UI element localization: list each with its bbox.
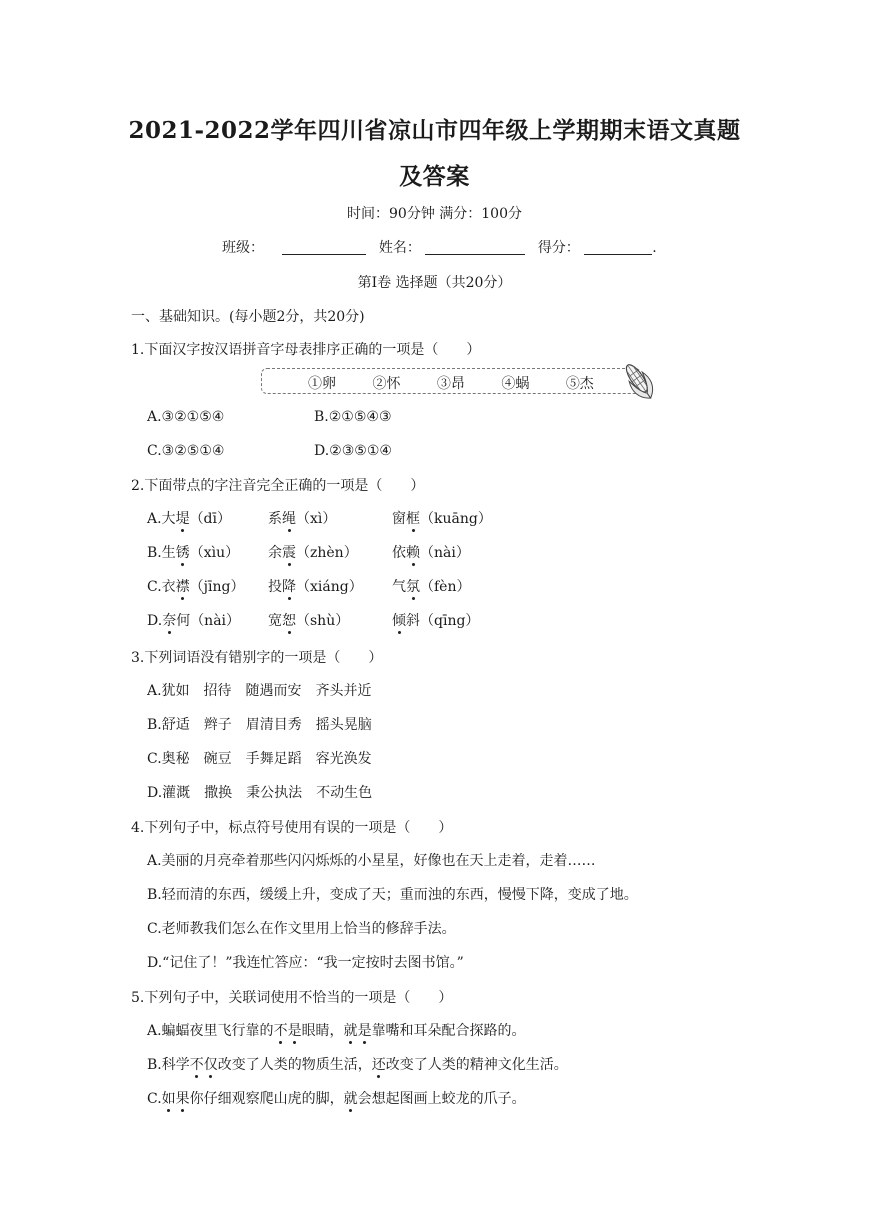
- section-heading: 第Ⅰ卷 选择题（共20分）: [357, 275, 512, 291]
- text: 依: [392, 545, 406, 561]
- text: 靠嘴和耳朵配合探路的。: [371, 1023, 526, 1039]
- dotted-conjunction: [190, 1057, 218, 1073]
- q2-option-c-2: [268, 578, 363, 596]
- q4-stem: 4.下列句子中，标点符号使用有误的一项是（ ）: [131, 820, 453, 836]
- q4-option-b[interactable]: B.轻而清的东西，缓缓上升，变成了天；重而浊的东西，慢慢下降，变成了地。: [147, 887, 638, 903]
- text: 投: [268, 579, 282, 595]
- q4-option-c[interactable]: C.老师教我们怎么在作文里用上恰当的修辞手法。: [147, 921, 456, 937]
- q2-option-d-3: [392, 612, 479, 630]
- text: D.: [147, 613, 163, 629]
- dotted-conjunction: [274, 1023, 302, 1039]
- seq-item: ⑤杰: [565, 376, 594, 392]
- q2-option-c-1[interactable]: [147, 578, 244, 596]
- pinyin: （nài）: [190, 613, 241, 629]
- q2-option-b-2: [268, 544, 358, 562]
- part1-heading: 一、基础知识。(每小题2分，共20分): [131, 309, 365, 325]
- text: 会想起图画上蛟龙的爪子。: [357, 1091, 526, 1107]
- text: 改变了人类的物质生活，: [217, 1057, 372, 1073]
- dotted-char: 震: [282, 545, 296, 561]
- q1-stem: 1.下面汉字按汉语拼音字母表排序正确的一项是（ ）: [131, 342, 481, 358]
- text: 何: [176, 613, 191, 629]
- q3-stem: 3.下列词语没有错别字的一项是（ ）: [131, 650, 383, 666]
- text: 改变了人类的精神文化生活。: [385, 1057, 568, 1073]
- q2-option-d-2: [268, 612, 349, 630]
- dotted-char: 恕: [282, 613, 296, 629]
- dotted-conjunction: [344, 1023, 372, 1039]
- text: A.大: [147, 511, 176, 527]
- dotted-char: 就: [343, 1023, 358, 1039]
- dotted-char: 果: [175, 1091, 190, 1107]
- text: 你仔细观察爬山虎的脚，: [189, 1091, 344, 1107]
- q4-option-d[interactable]: D.“记住了！”我连忙答应：“我一定按时去图书馆。”: [147, 955, 464, 971]
- text: 眼睛，: [301, 1023, 344, 1039]
- q1-option-d[interactable]: D.②③⑤①④: [314, 443, 392, 459]
- name-label: 姓名：: [378, 240, 421, 256]
- seq-item: ②怀: [372, 376, 401, 392]
- class-label: 班级：: [222, 240, 264, 256]
- seq-item: ③昂: [436, 376, 465, 392]
- score-blank[interactable]: [584, 240, 652, 255]
- q5-option-b[interactable]: [147, 1056, 568, 1074]
- dotted-char: 倾: [392, 613, 406, 629]
- q2-option-b-3: [392, 544, 470, 562]
- q3-option-a[interactable]: A.犹如 招待 随遇而安 齐头并近: [147, 683, 372, 699]
- q1-sequence: [308, 373, 612, 393]
- q2-option-b-1[interactable]: [147, 544, 239, 562]
- q2-option-a-1[interactable]: [147, 510, 231, 528]
- q5-option-a[interactable]: [147, 1022, 526, 1040]
- dotted-conjunction: [372, 1057, 386, 1073]
- text: 斜: [406, 613, 420, 629]
- dotted-char: 锈: [175, 545, 190, 561]
- text: B.生: [147, 545, 176, 561]
- dotted-char: 降: [282, 579, 296, 595]
- dotted-char: 如: [161, 1091, 176, 1107]
- pinyin: （qīng）: [420, 613, 480, 629]
- dotted-char: 框: [406, 511, 420, 527]
- pinyin: （nài）: [420, 545, 470, 561]
- dotted-char: 堤: [175, 511, 190, 527]
- dotted-char: 仅: [203, 1057, 218, 1073]
- dotted-char: 就: [343, 1091, 358, 1107]
- dotted-conjunction: [162, 1091, 190, 1107]
- exam-title-line2: 及答案: [399, 163, 470, 190]
- text: A.蝙蝠夜里飞行靠的: [147, 1023, 274, 1039]
- dotted-char: 氛: [406, 579, 420, 595]
- pinyin: （jīng）: [189, 579, 245, 595]
- pinyin: （xì）: [296, 511, 337, 527]
- dotted-char: 赖: [406, 545, 420, 561]
- exam-title-line1: 2021-2022学年四川省凉山市四年级上学期期末语文真题: [128, 117, 741, 144]
- text: 气: [392, 579, 406, 595]
- score-label: 得分：: [537, 240, 580, 256]
- dotted-char: 襟: [175, 579, 190, 595]
- dotted-char: 还: [371, 1057, 386, 1073]
- student-info-row: [222, 237, 657, 257]
- dotted-char: 不: [189, 1057, 204, 1073]
- text: 窗: [392, 511, 406, 527]
- pinyin: （xìu）: [189, 545, 240, 561]
- q2-option-d-1[interactable]: [147, 612, 240, 630]
- pinyin: （dī）: [189, 511, 232, 527]
- class-blank[interactable]: [282, 240, 366, 255]
- q4-option-a[interactable]: A.美丽的月亮牵着那些闪闪烁烁的小星星，好像也在天上走着，走着……: [147, 853, 596, 869]
- dotted-char: 奈: [162, 613, 177, 629]
- dotted-char: 绳: [282, 511, 296, 527]
- q5-option-c[interactable]: [147, 1090, 526, 1108]
- exam-meta: 时间：90分钟 满分：100分: [347, 206, 522, 222]
- name-blank[interactable]: [425, 240, 525, 255]
- pinyin: （xiáng）: [296, 579, 363, 595]
- dotted-char: 不: [273, 1023, 288, 1039]
- q1-option-c[interactable]: C.③②⑤①④: [147, 443, 225, 459]
- text: 宽: [268, 613, 282, 629]
- q1-option-b[interactable]: B.②①⑤④③: [314, 409, 392, 425]
- pinyin: （fèn）: [420, 579, 471, 595]
- q3-option-d[interactable]: D.灌溉 撒换 秉公执法 不动生色: [147, 785, 373, 801]
- seq-item: ①卵: [308, 376, 336, 392]
- text: 余: [268, 545, 282, 561]
- text: 系: [268, 511, 282, 527]
- seq-item: ④蜗: [501, 376, 530, 392]
- q3-option-b[interactable]: B.舒适 辫子 眉清目秀 摇头晃脑: [147, 717, 372, 733]
- text: B.科学: [147, 1057, 190, 1073]
- q2-option-a-2: [268, 510, 336, 528]
- q2-option-a-3: [392, 510, 492, 528]
- dotted-char: 是: [287, 1023, 302, 1039]
- q1-option-a[interactable]: A.③②①⑤④: [147, 409, 225, 425]
- q2-stem: 2.下面带点的字注音完全正确的一项是（ ）: [131, 478, 425, 494]
- q5-stem: 5.下列句子中，关联词使用不恰当的一项是（ ）: [131, 990, 453, 1006]
- dotted-char: 是: [357, 1023, 372, 1039]
- pinyin: （kuāng）: [420, 511, 492, 527]
- text: C.衣: [147, 579, 176, 595]
- pinyin: （zhèn）: [296, 545, 358, 561]
- q3-option-c[interactable]: C.奥秘 碗豆 手舞足蹈 容光涣发: [147, 751, 372, 767]
- corn-icon: [618, 356, 658, 404]
- q2-option-c-3: [392, 578, 470, 596]
- end-mark: .: [652, 240, 657, 256]
- text: C.: [147, 1091, 162, 1107]
- dotted-conjunction: [344, 1091, 358, 1107]
- pinyin: （shù）: [296, 613, 350, 629]
